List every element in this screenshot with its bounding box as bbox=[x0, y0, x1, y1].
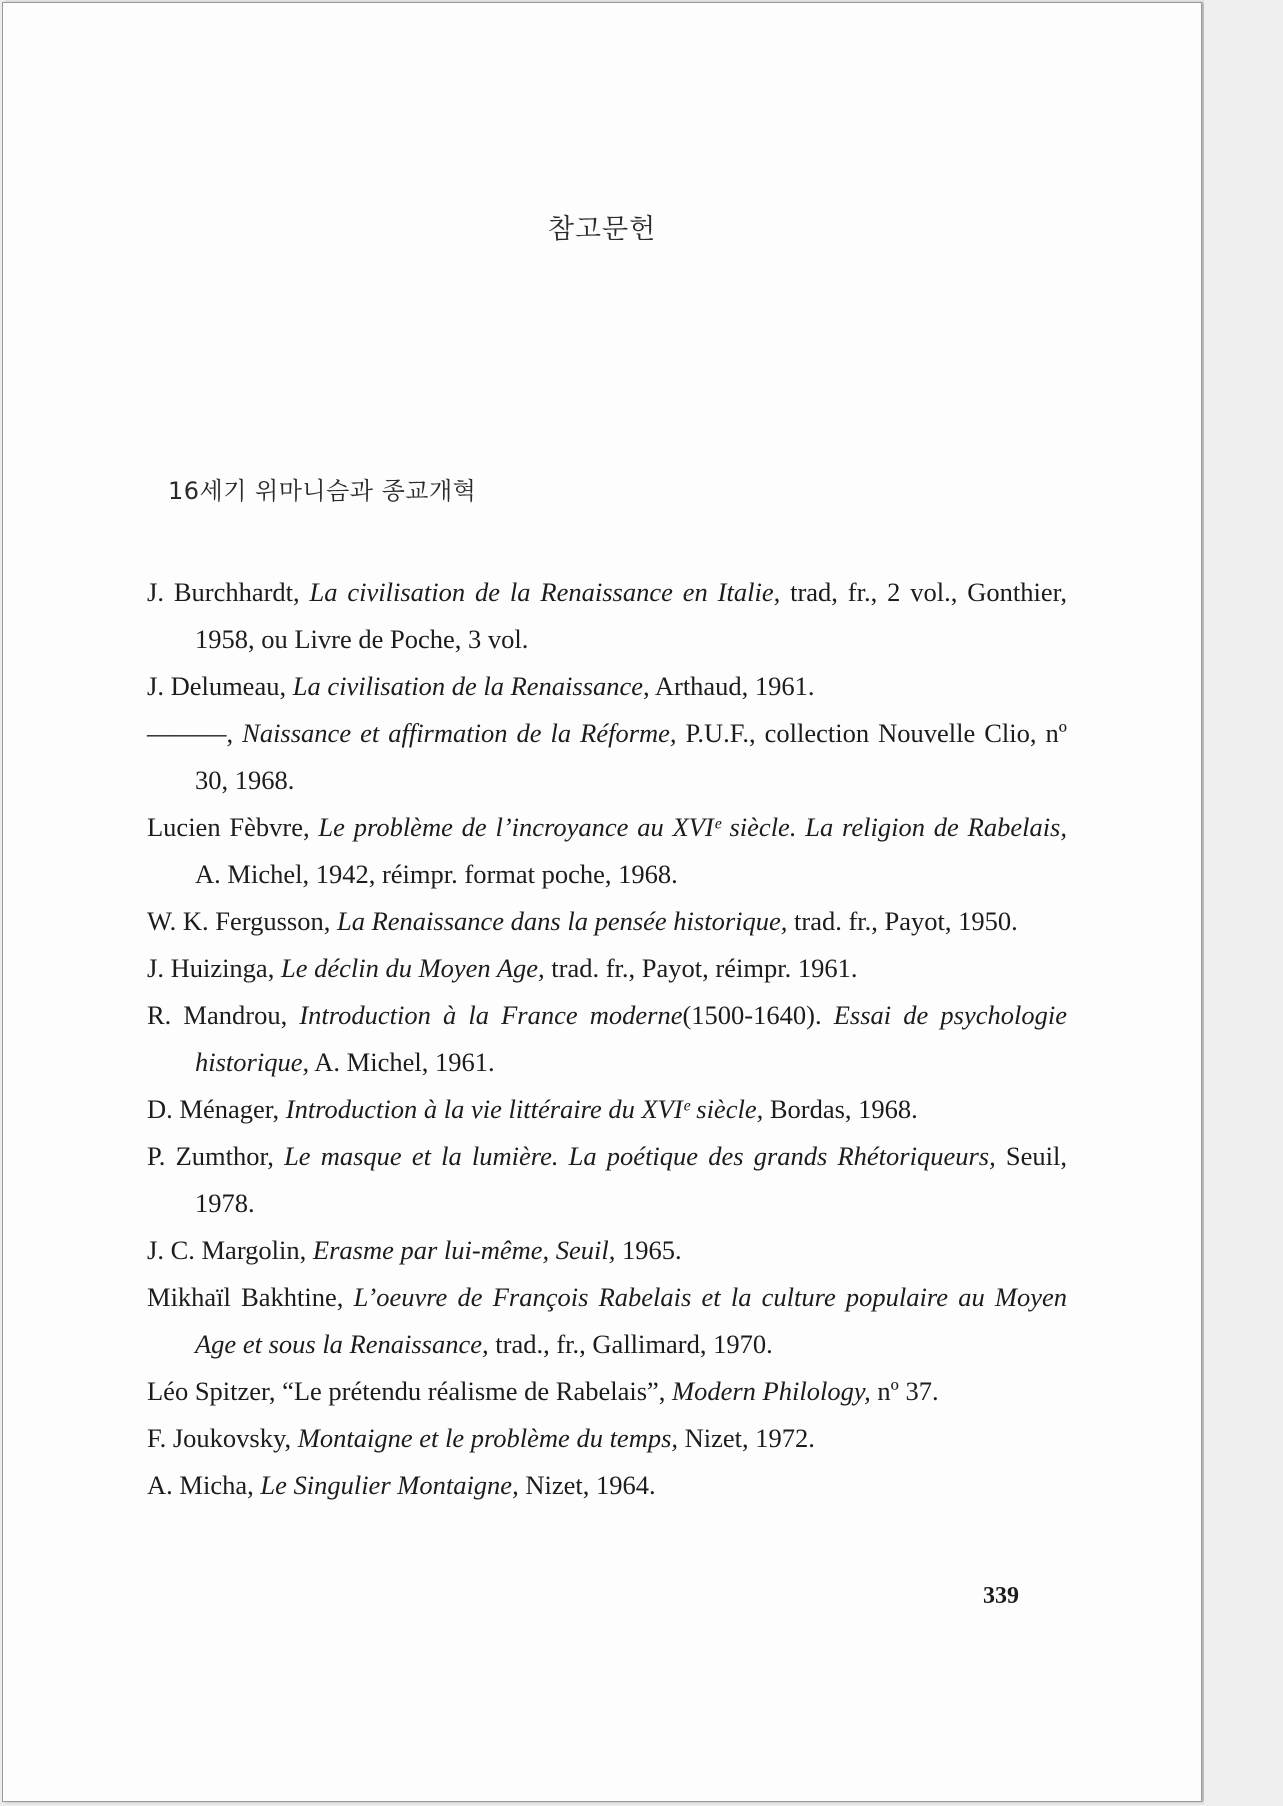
bibliography-entry bbox=[147, 1227, 1067, 1274]
entry-author: J. Delumeau, bbox=[147, 671, 293, 701]
entry-details: Bordas, 1968. bbox=[763, 1094, 918, 1124]
entry-author: Léo Spitzer, “Le prétendu réalisme de Rabelais”, bbox=[147, 1376, 673, 1406]
entry-title: Naissance et affirmation de la Réforme, bbox=[242, 718, 677, 748]
bibliography-entry bbox=[147, 1086, 1067, 1133]
entry-details: Arthaud, 1961. bbox=[649, 671, 815, 701]
bibliography-entry bbox=[147, 1274, 1067, 1368]
bibliography-entry bbox=[147, 710, 1067, 804]
viewer-gutter bbox=[1204, 0, 1283, 1806]
entry-author: Lucien Fèbvre, bbox=[147, 812, 319, 842]
bibliography-entry bbox=[147, 898, 1067, 945]
entry-title: Introduction à la vie littéraire du XVIᵉ siècle, bbox=[285, 1094, 764, 1124]
page-number: 339 bbox=[983, 1583, 1019, 1609]
bibliography-entry bbox=[147, 1133, 1067, 1227]
entry-author: P. Zumthor, bbox=[147, 1141, 285, 1171]
entry-title: Montaigne et le problème du temps, bbox=[297, 1423, 679, 1453]
entry-title: Erasme par lui-même, Seuil, bbox=[312, 1235, 616, 1265]
document-page bbox=[2, 2, 1202, 1802]
entry-author: D. Ménager, bbox=[147, 1094, 286, 1124]
entry-title: Modern Philology, bbox=[672, 1376, 871, 1406]
entry-title: Le Singulier Montaigne, bbox=[260, 1470, 519, 1500]
entry-details: P.U.F., collection Nouvelle Clio, nº 30, 1968. bbox=[195, 718, 1068, 795]
entry-author: A. Micha, bbox=[147, 1470, 261, 1500]
entry-author: F. Joukovsky, bbox=[147, 1423, 298, 1453]
bibliography-entry bbox=[147, 1415, 1067, 1462]
bibliography-entry bbox=[147, 663, 1067, 710]
entry-details: trad. fr., Payot, réimpr. 1961. bbox=[544, 953, 858, 983]
entry-author: ———, bbox=[147, 718, 243, 748]
entry-details-2: A. Michel, 1961. bbox=[309, 1047, 495, 1077]
entry-author: J. C. Margolin, bbox=[147, 1235, 313, 1265]
bibliography-entry bbox=[147, 992, 1067, 1086]
entry-title: La Renaissance dans la pensée historique, bbox=[336, 906, 788, 936]
bibliography-entry bbox=[147, 945, 1067, 992]
entry-details: 1965. bbox=[615, 1235, 682, 1265]
entry-details: trad. fr., Payot, 1950. bbox=[787, 906, 1018, 936]
section-heading: 16세기 위마니슴과 종교개혁 bbox=[168, 477, 477, 505]
entry-title-2: Essai de psychologie historique, bbox=[195, 1000, 1067, 1077]
entry-author: J. Huizinga, bbox=[147, 953, 281, 983]
bibliography-entry bbox=[147, 1368, 1067, 1415]
entry-details: Nizet, 1964. bbox=[518, 1470, 656, 1500]
entry-details: trad., fr., Gallimard, 1970. bbox=[488, 1329, 773, 1359]
bibliography-entry bbox=[147, 1462, 1067, 1509]
entry-title: La civilisation de la Renaissance en Italie, bbox=[309, 577, 781, 607]
bibliography-list bbox=[147, 569, 1067, 1509]
entry-author: W. K. Fergusson, bbox=[147, 906, 337, 936]
entry-details: Nizet, 1972. bbox=[678, 1423, 815, 1453]
entry-title: Le problème de l’incroyance au XVIᵉ siècle. La religion de Rabelais, bbox=[318, 812, 1067, 842]
bibliography-entry bbox=[147, 569, 1067, 663]
entry-details: Seuil, 1978. bbox=[195, 1141, 1067, 1218]
entry-author: Mikhaïl Bakhtine, bbox=[147, 1282, 354, 1312]
bibliography-entry bbox=[147, 804, 1067, 898]
entry-title: Le déclin du Moyen Age, bbox=[280, 953, 545, 983]
page-surface bbox=[3, 3, 1201, 1801]
entry-title: Le masque et la lumière. La poétique des grands Rhétoriqueurs, bbox=[284, 1141, 996, 1171]
entry-details: A. Michel, 1942, réimpr. format poche, 1968. bbox=[195, 859, 678, 889]
entry-details: (1500-1640). bbox=[682, 1000, 834, 1030]
page-title: 참고문헌 bbox=[547, 214, 657, 245]
entry-title: Introduction à la France moderne bbox=[299, 1000, 683, 1030]
entry-title: La civilisation de la Renaissance, bbox=[292, 671, 650, 701]
entry-author: J. Burchhardt, bbox=[147, 577, 310, 607]
entry-details: nº 37. bbox=[870, 1376, 939, 1406]
entry-author: R. Mandrou, bbox=[147, 1000, 300, 1030]
entry-title: L’oeuvre de François Rabelais et la culture populaire au Moyen Age et sous la Renaissance, bbox=[195, 1282, 1067, 1359]
entry-details: trad, fr., 2 vol., Gonthier, 1958, ou Livre de Poche, 3 vol. bbox=[195, 577, 1067, 654]
